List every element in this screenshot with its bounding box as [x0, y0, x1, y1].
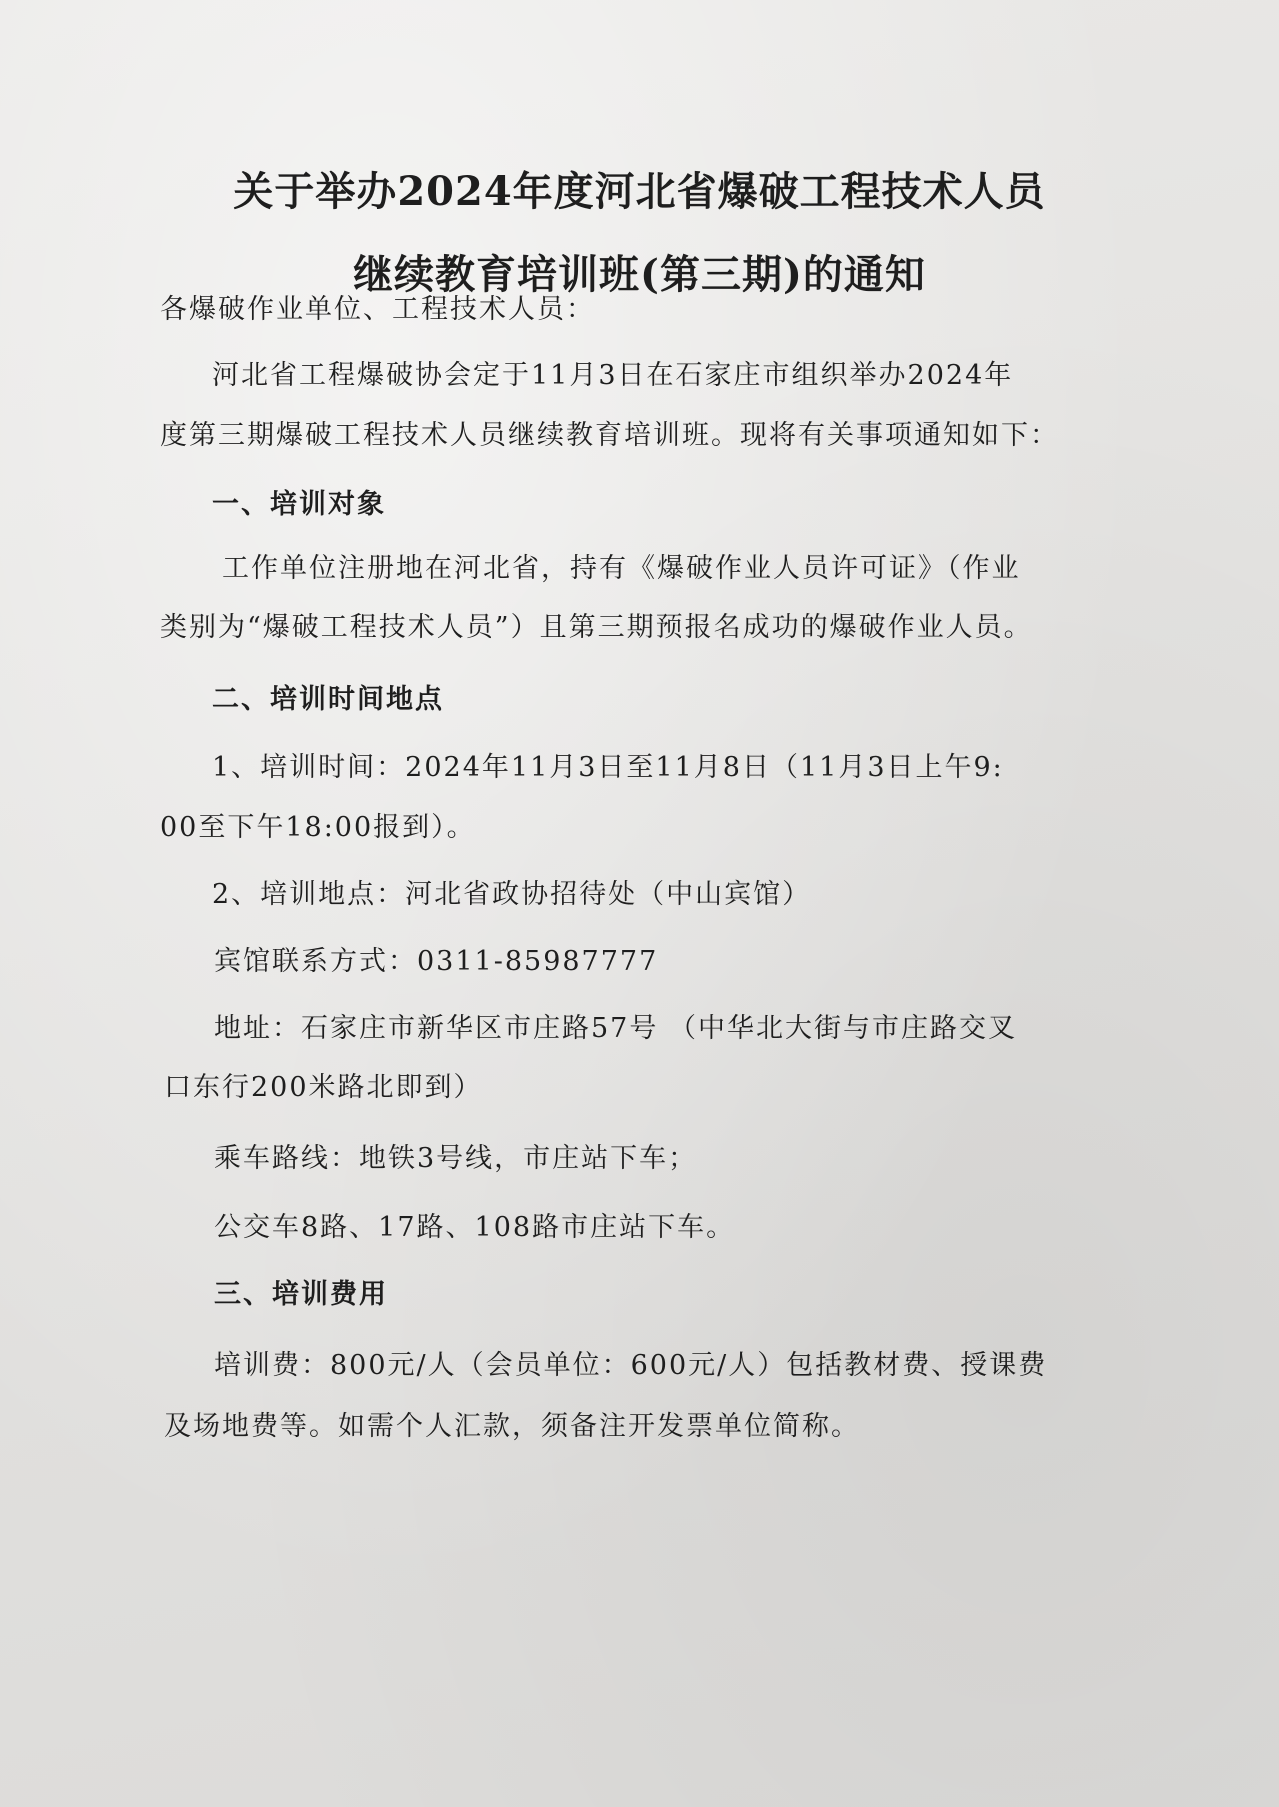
hotel-contact: 宾馆联系方式：0311-85987777 [214, 946, 659, 977]
intro-line-1: 河北省工程爆破协会定于11月3日在石家庄市组织举办2024年 [212, 360, 1014, 391]
salutation: 各爆破作业单位、工程技术人员： [160, 294, 595, 325]
training-place: 2、培训地点：河北省政协招待处（中山宾馆） [212, 879, 812, 910]
fee-line-1: 培训费：800元/人（会员单位：600元/人）包括教材费、授课费 [214, 1350, 1048, 1381]
training-time-line-2: 00至下午18:00报到）。 [160, 812, 476, 843]
address-line-1: 地址：石家庄市新华区市庄路57号 （中华北大街与市庄路交叉 [214, 1013, 1017, 1044]
route-bus: 公交车8路、17路、108路市庄站下车。 [214, 1212, 736, 1243]
training-time-line-1: 1、培训时间：2024年11月3日至11月8日（11月3日上午9: [212, 752, 1004, 783]
section-1-heading: 一、培训对象 [212, 489, 386, 520]
section-3-heading: 三、培训费用 [214, 1279, 388, 1310]
address-line-2: 口东行200米路北即到） [164, 1072, 483, 1103]
fee-line-2: 及场地费等。如需个人汇款，须备注开发票单位简称。 [164, 1411, 860, 1442]
intro-line-2: 度第三期爆破工程技术人员继续教育培训班。现将有关事项通知如下： [160, 420, 1059, 451]
notice-title-line-1: 关于举办2024年度河北省爆破工程技术人员 [233, 168, 1046, 215]
notice-title-line-2: 继续教育培训班(第三期)的通知 [353, 251, 926, 298]
section-1-line-1: 工作单位注册地在河北省，持有《爆破作业人员许可证》（作业 [222, 553, 1021, 584]
section-2-heading: 二、培训时间地点 [212, 684, 444, 715]
route-metro: 乘车路线：地铁3号线，市庄站下车； [214, 1143, 698, 1174]
section-1-line-2: 类别为“爆破工程技术人员”）且第三期预报名成功的爆破作业人员。 [160, 612, 1033, 643]
